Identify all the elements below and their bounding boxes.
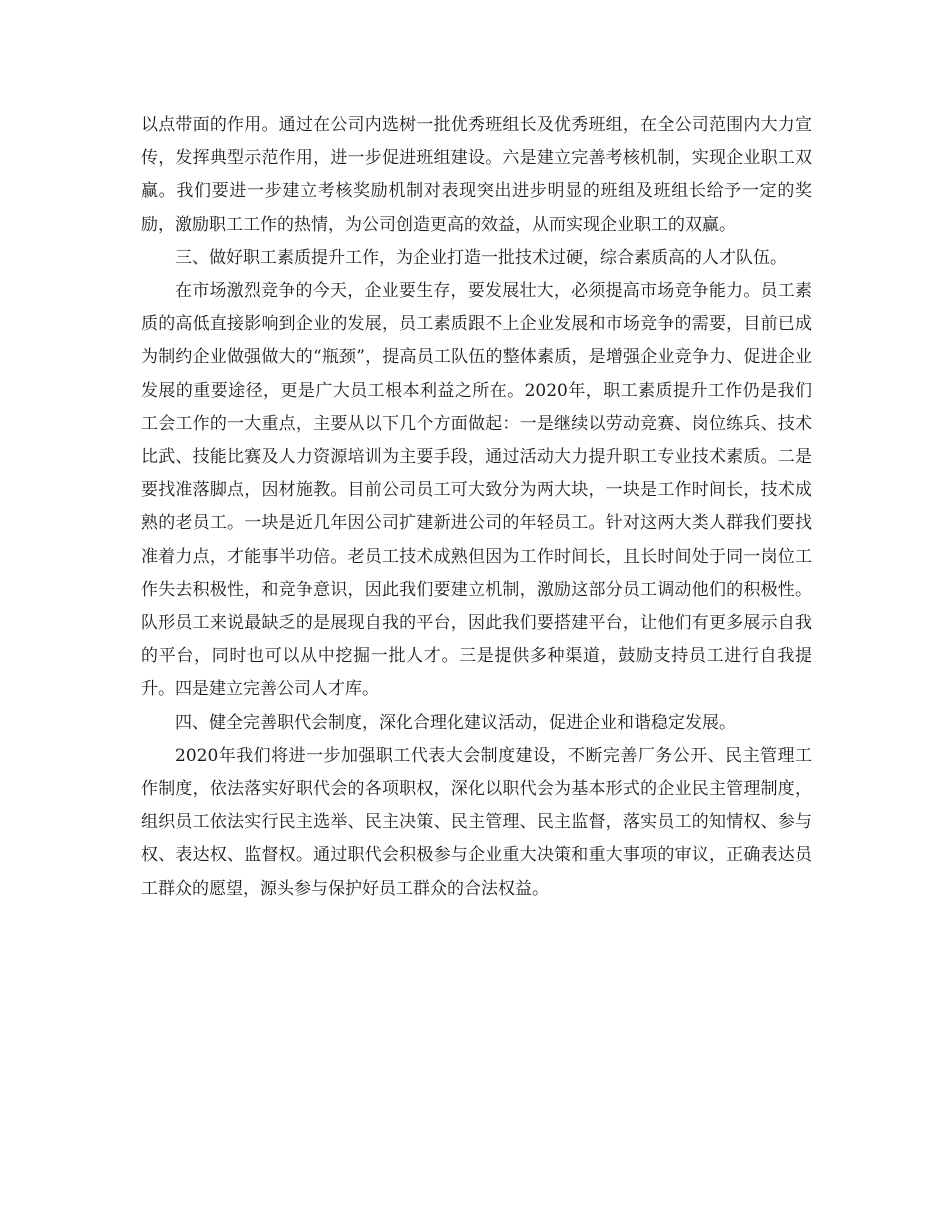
document-body bbox=[141, 109, 812, 906]
heading-section-4: 四、健全完善职代会制度，深化合理化建议活动，促进企业和谐稳定发展。 bbox=[175, 712, 736, 733]
paragraph-5: 2020年我们将进一步加强职工代表大会制度建设，不断完善厂务公开、民主管理工作制度，依法落实好职代会的各项职权，深化以职代会为基本形式的企业民主管理制度，组织员工依法实行民主选举、民主决策、民主管理、民主监督，落实员工的知情权、参与权、表达权、监督权。通过职代会积极参与企业重大决策和重大事项的审议，正确表达员工群众的愿望，源头参与保护好员工群众的合法权益。 bbox=[141, 745, 812, 899]
paragraph-1: 以点带面的作用。通过在公司内选树一批优秀班组长及优秀班组，在全公司范围内大力宣传，发挥典型示范作用，进一步促进班组建设。六是建立完善考核机制，实现企业职工双赢。我们要进一步建立考核奖励机制对表现突出进步明显的班组及班组长给予一定的奖励，激励职工工作的热情，为公司创造更高的效益，从而实现企业职工的双赢。 bbox=[141, 115, 812, 235]
heading-section-3: 三、做好职工素质提升工作，为企业打造一批技术过硬，综合素质高的人才队伍。 bbox=[175, 247, 787, 268]
paragraph-3: 在市场激烈竞争的今天，企业要生存，要发展壮大，必须提高市场竞争能力。员工素质的高低直接影响到企业的发展，员工素质跟不上企业发展和市场竞争的需要，目前已成为制约企业做强做大的“瓶颈”，提高员工队伍的整体素质，是增强企业竞争力、促进企业发展的重要途径，更是广大员工根本利益之所在。2020年，职工素质提升工作仍是我们工会工作的一大重点，主要从以下几个方面做起：一是继续以劳动竞赛、岗位练兵、技术比武、技能比赛及人力资源培训为主要手段，通过活动大力提升职工专业技术素质。二是要找准落脚点，因材施教。目前公司员工可大致分为两大块，一块是工作时间长，技术成熟的老员工。一块是近几年因公司扩建新进公司的年轻员工。针对这两大类人群我们要找准着力点，才能事半功倍。老员工技术成熟但因为工作时间长，且长时间处于同一岗位工作失去积极性，和竞争意识，因此我们要建立机制，激励这部分员工调动他们的积极性。队形员工来说最缺乏的是展现自我的平台，因此我们要搭建平台，让他们有更多展示自我的平台，同时也可以从中挖掘一批人才。三是提供多种渠道，鼓励支持员工进行自我提升。四是建立完善公司人才库。 bbox=[141, 281, 812, 700]
